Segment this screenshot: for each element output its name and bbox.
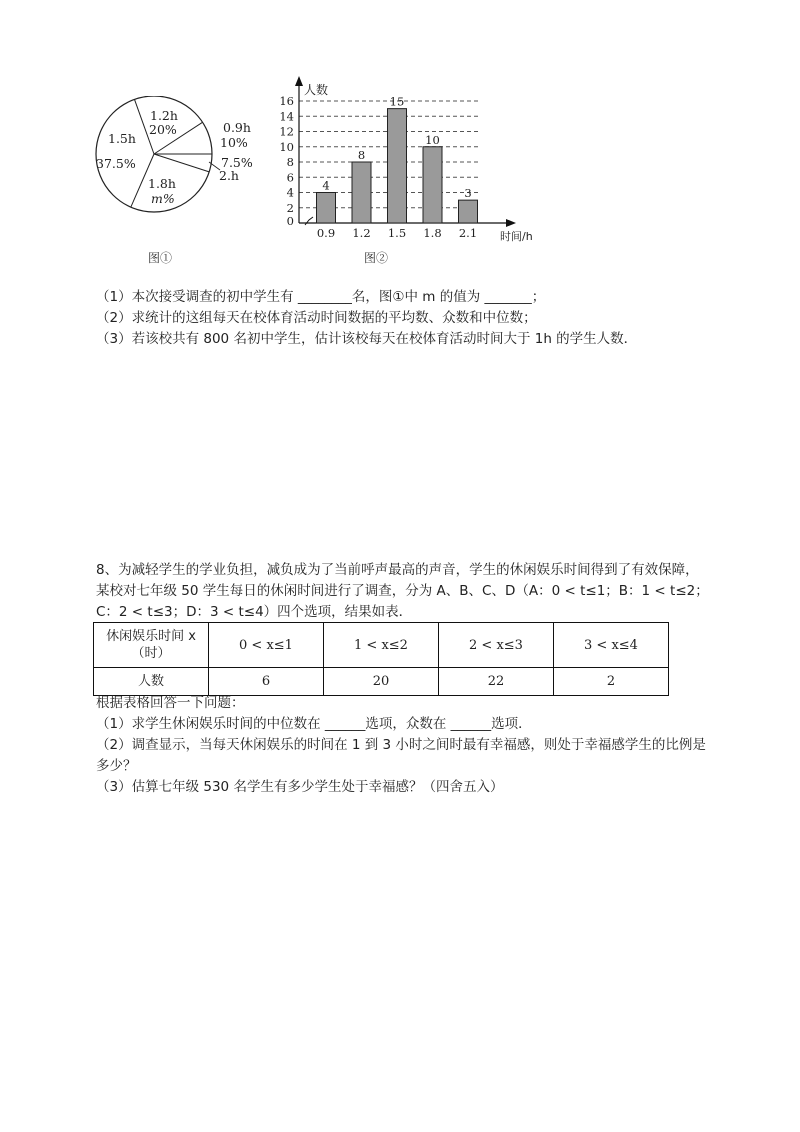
table-cell: 1 < x≤2 [324, 623, 439, 668]
bar-value-label: 8 [357, 148, 366, 162]
x-tick-label: 1.8 [423, 226, 442, 240]
bar-value-label: 3 [464, 186, 472, 201]
bar-chart [268, 74, 558, 249]
q7-part2: （2）求统计的这组每天在校体育活动时间数据的平均数、众数和中位数； [96, 310, 537, 326]
x-tick-label: 0.9 [316, 226, 336, 240]
y-axis-arrow [295, 76, 303, 86]
x-tick-label: 1.5 [387, 226, 407, 240]
pie-label-pct: 20% [149, 122, 177, 137]
q8-part1: （1）求学生休闲娱乐时间的中位数在 ______选项，众数在 ______选项． [96, 716, 532, 732]
table-cell: 2 [554, 668, 669, 696]
y-tick-label: 16 [279, 94, 294, 108]
table-cell: 0 < x≤1 [209, 623, 324, 668]
bar-value-label: 4 [322, 178, 330, 193]
pie-label-pct: 10% [220, 135, 248, 150]
table-cell: 3 < x≤4 [554, 623, 669, 668]
q7-part3: （3）若该校共有 800 名初中学生，估计该校每天在校体育活动时间大于 1h 的学生人数． [96, 331, 638, 347]
bar [459, 200, 478, 223]
bar [388, 109, 407, 223]
q8-intro: 8、为减轻学生的学业负担，减负成为了当前呼声最高的声音，学生的休闲娱乐时间得到了有效保障，某校对七年级 50 学生每日的休闲时间进行了调查，分为 A、B、C、D（A：0 < t≤1；B：1 < t≤2；C：2 < t≤3；D：3 < t≤4）四个选项，结果如表． [96, 562, 709, 620]
table-header-line: （时） [131, 646, 171, 661]
bar [317, 193, 336, 224]
table-header-line: 休闲娱乐时间 x [106, 629, 196, 644]
q8-part2: （2）调查显示，当每天休闲娱乐的时间在 1 到 3 小时之间时最有幸福感，则处于幸福感学生的比例是多少？ [96, 737, 706, 774]
table-cell: 6 [209, 668, 324, 696]
pie-label-pct: 37.5% [96, 156, 136, 171]
table-cell: 20 [324, 668, 439, 696]
y-tick-label: 2 [286, 200, 294, 215]
axis-break-mark [305, 217, 313, 225]
pie-label-time: 0.9h [223, 120, 251, 135]
figure2-caption: 图② [364, 251, 389, 265]
table-row-header: 人数 [94, 668, 209, 696]
y-tick-label: 0 [286, 214, 294, 228]
table-row-header [94, 623, 209, 668]
table-cell: 22 [439, 668, 554, 696]
x-tick-label: 2.1 [458, 226, 478, 240]
pie-label-pct: 7.5% [221, 155, 253, 170]
bar-value-label: 15 [389, 94, 405, 109]
y-tick-label: 14 [279, 109, 294, 124]
y-tick-label: 10 [279, 139, 294, 154]
pie-label-pct: m% [151, 191, 175, 206]
y-axis-label: 人数 [304, 83, 329, 97]
y-tick-label: 4 [286, 185, 294, 200]
pie-label-time: 1.8h [148, 176, 176, 191]
pie-label-time: 1.2h [150, 108, 178, 123]
table-row [94, 623, 669, 668]
figure1-caption: 图① [148, 251, 173, 265]
pie-chart [92, 96, 262, 221]
q8-table [93, 622, 669, 696]
bar-value-label: 10 [425, 132, 440, 147]
y-tick-label: 12 [279, 124, 294, 139]
x-axis-label: 时间/h [500, 230, 533, 243]
table-cell: 2 < x≤3 [439, 623, 554, 668]
pie-label-time: 2.h [219, 168, 239, 183]
x-axis-arrow [506, 219, 516, 227]
bar [423, 147, 442, 223]
table-row [94, 668, 669, 696]
bar [352, 162, 371, 223]
y-tick-label: 8 [286, 155, 294, 169]
q8-part3: （3）估算七年级 530 名学生有多少学生处于幸福感？（四舍五入） [96, 779, 504, 795]
y-tick-label: 6 [286, 170, 294, 185]
x-tick-label: 1.2 [352, 226, 371, 240]
q7-part1: （1）本次接受调查的初中学生有 ________名，图①中 m 的值为 _______； [96, 289, 546, 305]
q8-lead: 根据表格回答一下问题： [96, 695, 245, 711]
pie-label-time: 1.5h [108, 131, 136, 146]
pie-divider [154, 154, 209, 172]
